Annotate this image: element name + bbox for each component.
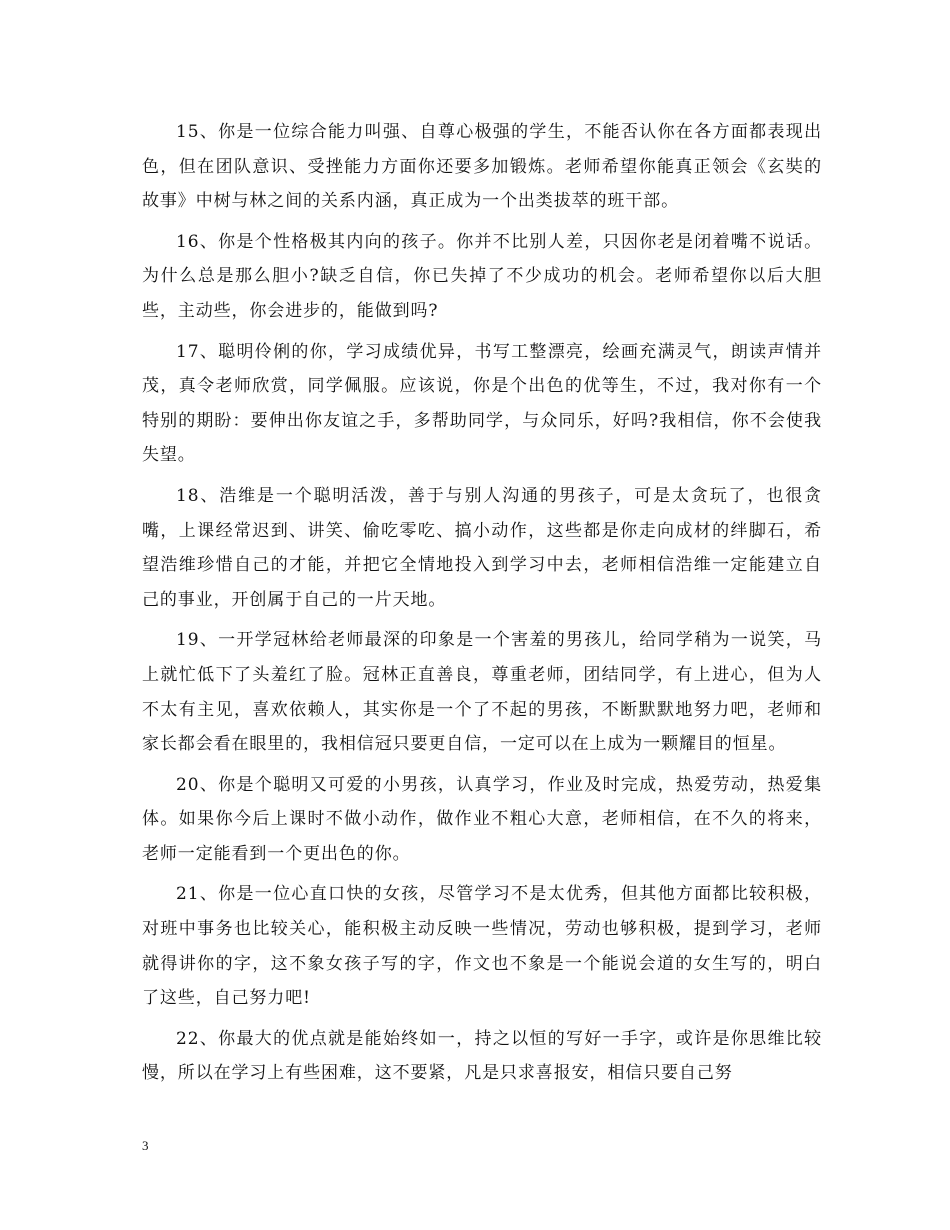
paragraph-17: 17、聪明伶俐的你，学习成绩优异，书写工整漂亮，绘画充满灵气，朗读声情并茂，真令老师欣赏，同学佩服。应该说，你是个出色的优等生，不过，我对你有一个特别的期盼：要伸出你友谊之手，多帮助同学，与众同乐，好吗?我相信，你不会使我失望。	[142, 341, 822, 466]
paragraph-15: 15、你是一位综合能力叫强、自尊心极强的学生，不能否认你在各方面都表现出色，但在团队意识、受挫能力方面你还要多加锻炼。老师希望你能真正领会《玄奘的故事》中树与林之间的关系内涵，真正成为一个出类拔萃的班干部。	[142, 122, 822, 212]
body-text	[142, 115, 822, 1097]
paragraph-21: 21、你是一位心直口快的女孩，尽管学习不是太优秀，但其他方面都比较积极，对班中事务也比较关心，能积极主动反映一些情况，劳动也够积极，提到学习，老师就得讲你的字，这不象女孩子写的字，作文也不象是一个能说会道的女生写的，明白了这些，自己努力吧!	[142, 884, 822, 1009]
paragraph-16: 16、你是个性格极其内向的孩子。你并不比别人差，只因你老是闭着嘴不说话。为什么总是那么胆小?缺乏自信，你已失掉了不少成功的机会。老师希望你以后大胆些，主动些，你会进步的，能做到吗?	[142, 231, 822, 321]
paragraph-22: 22、你最大的优点就是能始终如一，持之以恒的写好一手字，或许是你思维比较慢，所以在学习上有些困难，这不要紧，凡是只求喜报安，相信只要自己努	[142, 1028, 822, 1084]
paragraph-19: 19、一开学冠林给老师最深的印象是一个害羞的男孩儿，给同学稍为一说笑，马上就忙低下了头羞红了脸。冠林正直善良，尊重老师，团结同学，有上进心，但为人不太有主见，喜欢依赖人，其实你是一个了不起的男孩，不断默默地努力吧，老师和家长都会看在眼里的，我相信冠只要更自信，一定可以在上成为一颗耀目的恒星。	[142, 630, 822, 755]
page-number: 3	[142, 1138, 149, 1153]
paragraph-18: 18、浩维是一个聪明活泼，善于与别人沟通的男孩子，可是太贪玩了，也很贪嘴，上课经常迟到、讲笑、偷吃零吃、搞小动作，这些都是你走向成材的绊脚石，希望浩维珍惜自己的才能，并把它全情地投入到学习中去，老师相信浩维一定能建立自己的事业，开创属于自己的一片天地。	[142, 485, 822, 610]
paragraph-20: 20、你是个聪明又可爱的小男孩，认真学习，作业及时完成，热爱劳动，热爱集体。如果你今后上课时不做小动作，做作业不粗心大意，老师相信，在不久的将来，老师一定能看到一个更出色的你。	[142, 774, 822, 864]
